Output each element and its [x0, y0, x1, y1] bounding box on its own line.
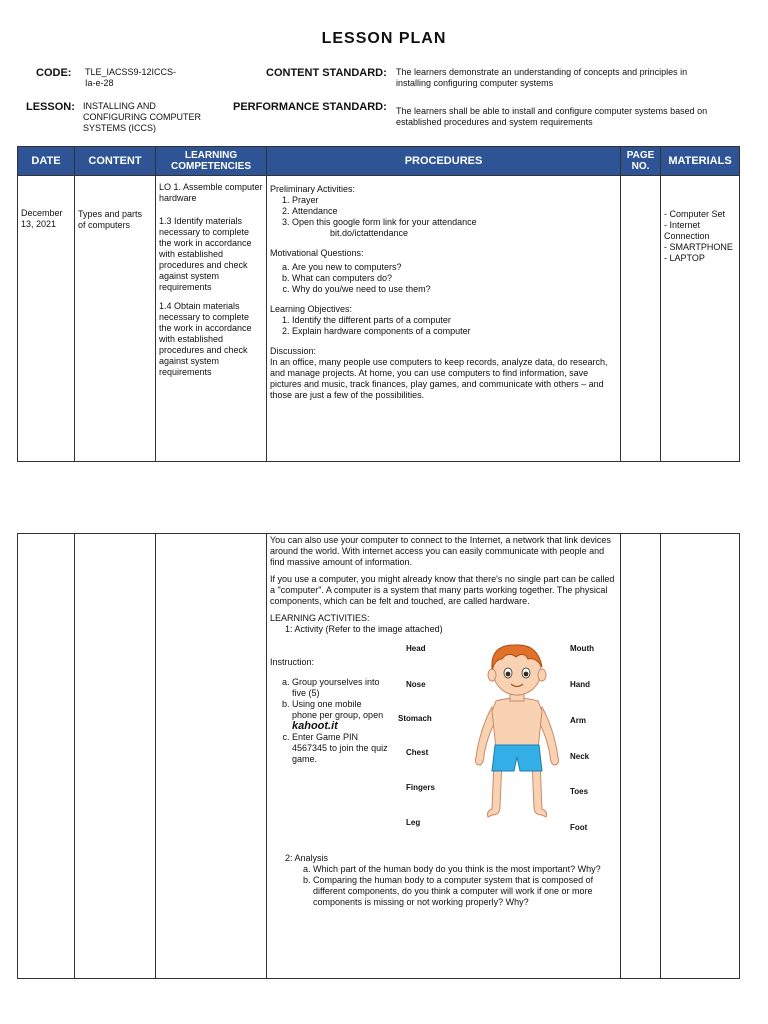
motivation-item: b. What can computers do?: [292, 273, 617, 284]
header-date: DATE: [18, 147, 75, 176]
materials-cell-empty: [661, 534, 740, 979]
page-no-cell-empty: [621, 534, 661, 979]
header-materials: MATERIALS: [661, 147, 740, 176]
materials-cell: [661, 176, 740, 462]
lesson-value: INSTALLING AND CONFIGURING COMPUTER SYSTEMS (ICCS): [83, 101, 201, 133]
procedures-cell: [267, 176, 621, 462]
motivation-item: a. Are you new to computers?: [292, 262, 617, 273]
code-label: CODE:: [36, 67, 72, 79]
header-competencies: LEARNING COMPETENCIES: [156, 147, 267, 176]
lesson-table-page1: [17, 146, 740, 462]
content-cell-empty: [75, 534, 156, 979]
header-procedures: PROCEDURES: [267, 147, 621, 176]
procedures-cell-continued: [267, 534, 621, 979]
internet-paragraph: You can also use your computer to connect to the Internet, a network that link devices around the world. With internet access you can easily communicate with people and find massive amount of information.: [270, 535, 611, 567]
activities-title: LEARNING ACTIVITIES:: [270, 613, 370, 623]
label-stomach: Stomach: [398, 714, 432, 723]
page-title: LESSON PLAN: [321, 30, 447, 47]
lesson-label: LESSON:: [26, 101, 75, 113]
lesson-table-page2: [17, 533, 740, 979]
label-nose: Nose: [406, 680, 426, 689]
performance-standard-value: The learners shall be able to install and configure computer systems based on established procedures and system requirements: [396, 106, 708, 127]
instruction-block: [270, 657, 388, 765]
label-toes: Toes: [570, 787, 589, 796]
content-standard-value: The learners demonstrate an understanding of concepts and principles in installing configuring computer systems: [396, 67, 688, 88]
activity-1: 1: Activity (Refer to the image attached): [285, 624, 443, 634]
label-leg: Leg: [406, 818, 421, 827]
instruction-list: [270, 677, 388, 765]
content-cell: Types and parts of computers: [75, 176, 156, 462]
performance-standard-label: PERFORMANCE STANDARD:: [233, 101, 387, 113]
child-body-illustration: [462, 639, 572, 819]
label-fingers: Fingers: [406, 783, 435, 792]
discussion-title: Discussion:: [270, 346, 317, 356]
label-foot: Foot: [570, 823, 588, 832]
header-page: PAGE NO.: [621, 147, 661, 176]
label-neck: Neck: [570, 752, 590, 761]
label-arm: Arm: [570, 716, 587, 725]
prelim-item: 1. Prayer: [292, 195, 617, 206]
objectives-list: [270, 315, 617, 337]
prelim-title: Preliminary Activities:: [270, 184, 356, 194]
competency-1-4: 1.4 Obtain materials necessary to complete the work in accordance with established procedures and check against system requirements: [159, 301, 252, 377]
competencies-cell: [156, 176, 267, 462]
competency-lo1: LO 1. Assemble computer hardware: [159, 182, 263, 203]
objectives-title: Learning Objectives:: [270, 304, 353, 314]
analysis-list: [285, 864, 617, 908]
instruction-item: b. Using one mobile phone per group, open kahoot.it: [292, 699, 388, 732]
objective-item: 2. Explain hardware components of a computer: [292, 326, 617, 337]
competency-1-3: 1.3 Identify materials necessary to complete the work in accordance with established procedures and check against system requirements: [159, 216, 252, 292]
label-mouth: Mouth: [570, 644, 594, 653]
analysis-title: 2: Analysis: [285, 853, 329, 863]
kahoot-link[interactable]: kahoot.it: [292, 720, 338, 732]
date-cell-empty: [18, 534, 75, 979]
motivation-title: Motivational Questions:: [270, 248, 364, 258]
material-item: - LAPTOP: [664, 253, 705, 263]
prelim-list: [270, 195, 617, 228]
objective-item: 1. Identify the different parts of a computer: [292, 315, 617, 326]
hardware-paragraph: If you use a computer, you might already know that there's no single part can be called a "computer". A computer is a system that many parts working together. The physical components, which can be felt and touched, are called hardware.: [270, 574, 615, 606]
material-item: - SMARTPHONE: [664, 242, 733, 252]
motivation-list: [270, 262, 617, 295]
header-content: CONTENT: [75, 147, 156, 176]
attendance-link[interactable]: bit.do/ictattendance: [330, 228, 409, 238]
prelim-item: 2. Attendance: [292, 206, 617, 217]
analysis-item: b. Comparing the human body to a computer system that is composed of different components, do you think a computer will work if one or more components is missing or not working properly? Why?: [313, 875, 617, 908]
label-head: Head: [406, 644, 426, 653]
analysis-item: a. Which part of the human body do you think is the most important? Why?: [313, 864, 617, 875]
label-hand: Hand: [570, 680, 590, 689]
date-cell: December 13, 2021: [18, 176, 75, 462]
competencies-cell-empty: [156, 534, 267, 979]
material-item: - Internet Connection: [664, 220, 710, 241]
activity-area: [270, 639, 617, 849]
code-value: TLE_IACSS9-12ICCS-Ia-e-28: [85, 67, 177, 88]
label-chest: Chest: [406, 748, 429, 757]
analysis-block: [270, 853, 617, 908]
content-standard-label: CONTENT STANDARD:: [266, 67, 387, 79]
instruction-item: c. Enter Game PIN 4567345 to join the quiz game.: [292, 732, 388, 765]
motivation-item: c. Why do you/we need to use them?: [292, 284, 617, 295]
instruction-item: a. Group yourselves into five (5): [292, 677, 388, 699]
page-no-cell: [621, 176, 661, 462]
prelim-item: 3. Open this google form link for your attendance: [292, 217, 617, 228]
material-item: - Computer Set: [664, 209, 726, 219]
instruction-title: Instruction:: [270, 657, 315, 667]
discussion-text: In an office, many people use computers to keep records, analyze data, do research, and manage projects. At home, you can use computers to find information, save pictures and music, track finances, play games, and communicate with others – and those are just a few of the possibilities.: [270, 357, 608, 400]
